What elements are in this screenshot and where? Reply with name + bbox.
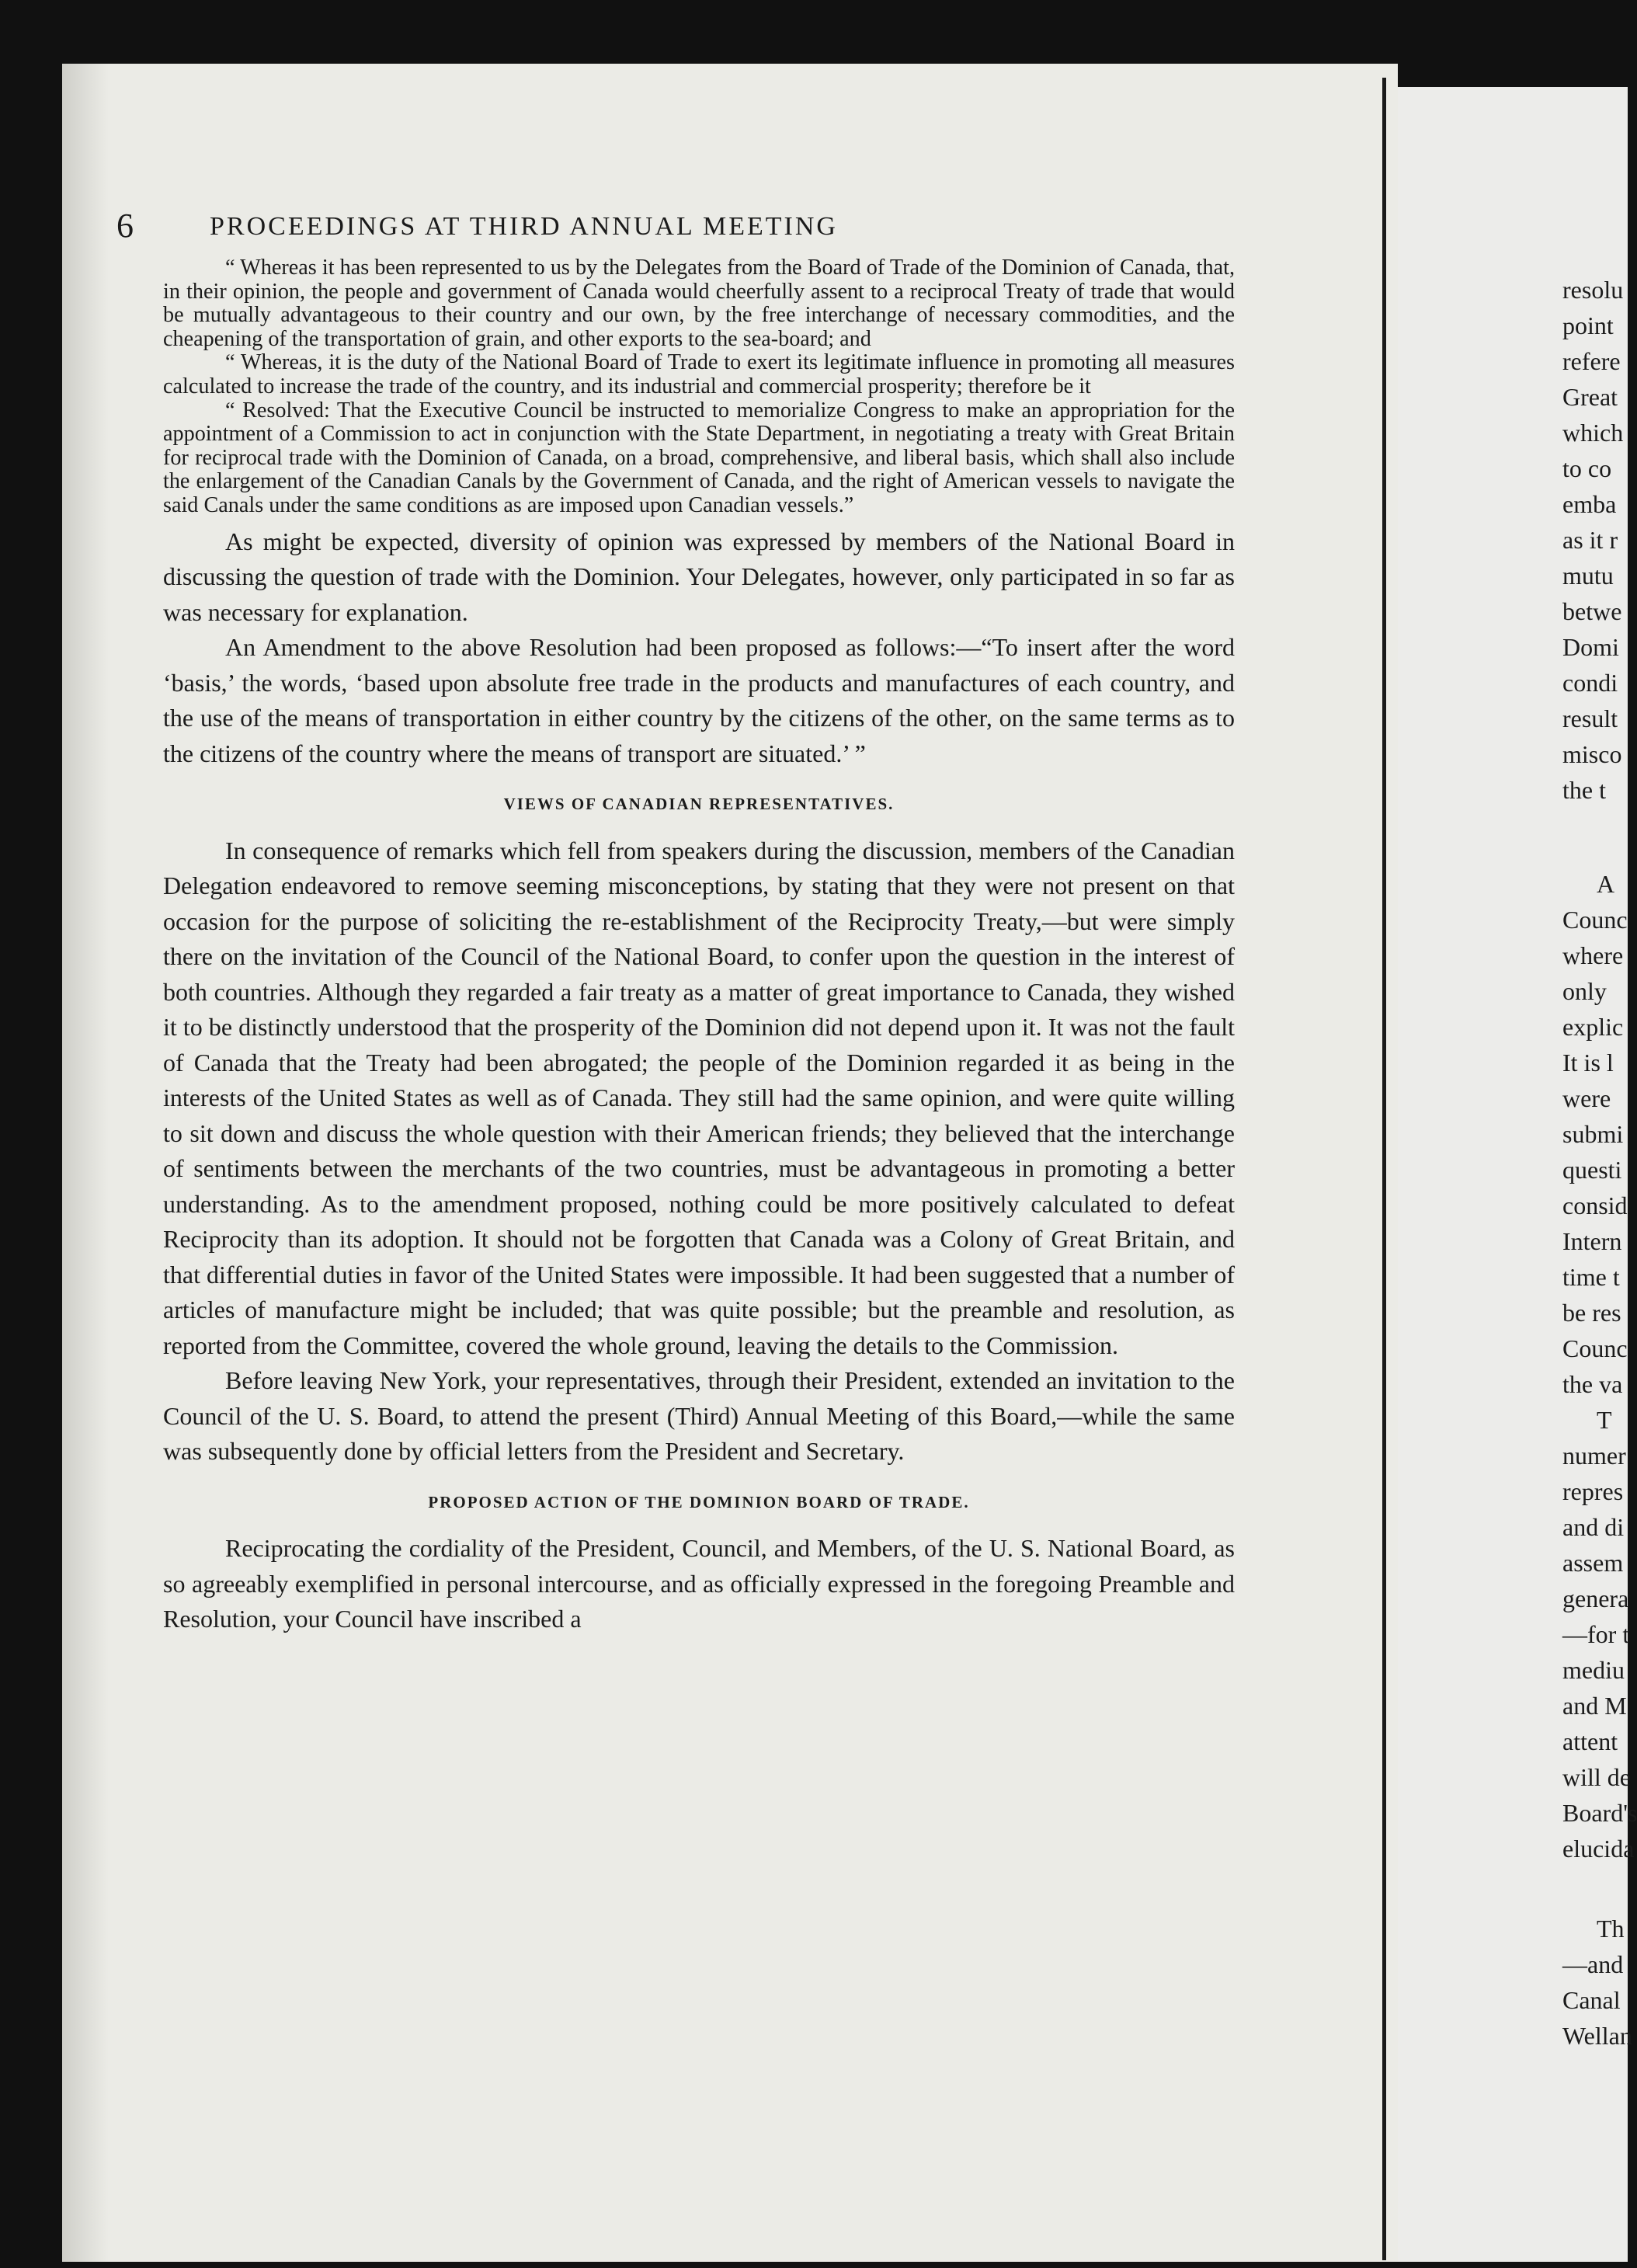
right-page-line: Canal bbox=[1562, 1986, 1621, 2014]
right-page-line: Board's bbox=[1562, 1799, 1637, 1827]
right-page-line: and di bbox=[1562, 1513, 1625, 1541]
whereas-paragraph-1: “ Whereas it has been represented to us by the Delegates from the Board of Trade of the Dominion of Canada, that, in their opinion, the people and government of Canada would cheerfully assent to a reciprocal Treaty of trade that would be mutually advantageous to their country and our own, by the free interchange of necessary commodities, and the cheapening of the transportation of grain, and other exports to the sea-board; and bbox=[163, 256, 1235, 351]
right-page-line: betwe bbox=[1562, 597, 1622, 625]
right-page-line: repres bbox=[1562, 1477, 1624, 1505]
right-page-line: —and bbox=[1562, 1950, 1624, 1978]
right-page-line: result bbox=[1562, 704, 1618, 732]
right-page-line: time t bbox=[1562, 1263, 1620, 1291]
running-head: PROCEEDINGS AT THIRD ANNUAL MEETING bbox=[210, 212, 838, 241]
right-page-line: mediu bbox=[1562, 1656, 1625, 1684]
right-page-line: which bbox=[1562, 419, 1624, 447]
right-page-line: be res bbox=[1562, 1299, 1621, 1327]
right-page-line: questi bbox=[1562, 1156, 1622, 1184]
right-page-line: A bbox=[1597, 870, 1615, 898]
right-page-line: Counc bbox=[1562, 1334, 1628, 1362]
right-page-line: It is l bbox=[1562, 1049, 1614, 1077]
paragraph-reciprocating: Reciprocating the cordiality of the President, Council, and Members, of the U. S. National Board, as so agreeably exemplified in personal intercourse, and as officially expressed in the foregoing Preamble and Resolution, your Council have inscribed a bbox=[163, 1534, 1235, 1633]
paragraph-invitation: Before leaving New York, your representatives, through their President, extended an invitation to the Council of the U. S. Board, to attend the present (Third) Annual Meeting of this Board,—while the same was subsequently done by official letters from the President and Secretary. bbox=[163, 1366, 1235, 1466]
paragraph-canadian-views: In consequence of remarks which fell from speakers during the discussion, members of the Canadian Delegation endeavored to remove seeming misconceptions, by stating that they were not present on that occasion for the purpose of soliciting the re-establishment of the Reciprocity Treaty,—but were simply there on the invitation of the Council of the National Board, to confer upon the question in the interest of both countries. Although they regarded a fair treaty as a matter of great importance to Canada, they wished it to be distinctly understood that the prosperity of the Dominion did not depend upon it. It was not the fault of Canada that the Treaty had been abrogated; the people of the Dominion regarded it as being in the interests of the United States as well as of Canada. They still had the same opinion, and were quite willing to sit down and discuss the whole question with their American friends; they believed that the interchange of sentiments between the merchants of the two countries, must be advantageous in promoting a better understanding. As to the amendment proposed, nothing could be more positively calculated to defeat Reciprocity than its adoption. It should not be forgotten that Canada was a Colony of Great Britain, and that differential duties in favor of the United States were impossible. It had been suggested that a number of articles of manufacture might be included; that was quite possible; but the preamble and resolution, as reported from the Committee, covered the whole ground, leaving the details to the Commission. bbox=[163, 836, 1235, 1359]
section-heading-proposed-action: PROPOSED ACTION OF THE DOMINION BOARD OF TRADE. bbox=[428, 1492, 970, 1511]
right-page-line: emba bbox=[1562, 490, 1617, 518]
right-page-line: Domi bbox=[1562, 633, 1619, 661]
right-page-line: Wellan bbox=[1562, 2022, 1632, 2050]
right-page-line: condi bbox=[1562, 669, 1618, 697]
right-page-line: Great bbox=[1562, 383, 1618, 411]
right-page-line: mutu bbox=[1562, 562, 1614, 590]
right-page-line: numer bbox=[1562, 1442, 1626, 1470]
right-page-line: where bbox=[1562, 941, 1624, 969]
right-page-line: to co bbox=[1562, 454, 1612, 482]
right-page-line: resolu bbox=[1562, 276, 1624, 304]
resolved-paragraph: “ Resolved: That the Executive Council be instructed to memorialize Congress to make an appropriation for the appointment of a Commission to act in conjunction with the State Department, in negotiating a treaty with Great Britain for reciprocal trade with the Dominion of Canada, on a broad, comprehensive, and liberal basis, which shall also include the enlargement of the Canadian Canals by the Government of Canada, and the right of American vessels to navigate the said Canals under the same conditions as are imposed upon Canadian vessels.” bbox=[163, 398, 1235, 517]
right-page-line: misco bbox=[1562, 740, 1622, 768]
right-page-line: elucida bbox=[1562, 1835, 1635, 1863]
right-page-line: will de bbox=[1562, 1763, 1631, 1791]
right-page-line: assem bbox=[1562, 1549, 1624, 1577]
right-page-line: the va bbox=[1562, 1370, 1623, 1398]
right-page-line: were bbox=[1562, 1084, 1611, 1112]
right-page-line: point bbox=[1562, 311, 1614, 339]
paragraph-amendment: An Amendment to the above Resolution had been proposed as follows:—“To insert after the word ‘basis,’ the words, ‘based upon absolute free trade in the products and manufactures of each country, and the use of the means of transportation in either country by the citizens of the other, on the same terms as to the citizens of the country where the means of transport are situated.’ ” bbox=[163, 633, 1235, 767]
right-page-line: refere bbox=[1562, 347, 1621, 375]
page-header bbox=[116, 206, 1235, 252]
right-page-line: explic bbox=[1562, 1013, 1624, 1041]
right-page-line: T bbox=[1597, 1406, 1612, 1434]
right-page-line: only bbox=[1562, 977, 1607, 1005]
right-page-line: submi bbox=[1562, 1120, 1624, 1148]
right-page-line: genera bbox=[1562, 1584, 1629, 1612]
section-heading-views: VIEWS OF CANADIAN REPRESENTATIVES. bbox=[503, 795, 895, 814]
right-page-line: attent bbox=[1562, 1727, 1618, 1755]
right-page-line: Th bbox=[1597, 1915, 1625, 1943]
page-number: 6 bbox=[116, 207, 134, 245]
right-page-line: Counc bbox=[1562, 906, 1628, 934]
page-body bbox=[163, 256, 1235, 1637]
right-page-line: the t bbox=[1562, 776, 1606, 804]
page-gutter bbox=[1382, 78, 1399, 2260]
right-page-line: —for t bbox=[1562, 1620, 1630, 1648]
paragraph-diversity-of-opinion: As might be expected, diversity of opinion was expressed by members of the National Board in discussing the question of trade with the Dominion. Your Delegates, however, only participated in so far as was necessary for explanation. bbox=[163, 527, 1235, 626]
main-text bbox=[163, 524, 1235, 1637]
right-page-line: as it r bbox=[1562, 526, 1618, 554]
right-page-line: and M bbox=[1562, 1692, 1627, 1720]
whereas-paragraph-2: “ Whereas, it is the duty of the National Board of Trade to exert its legitimate influence in promoting all measures calculated to increase the trade of the country, and its industrial and commercial prosperity; therefore be it bbox=[163, 350, 1235, 398]
right-page-line: consid bbox=[1562, 1191, 1628, 1219]
resolution-block bbox=[163, 256, 1235, 518]
right-page-line: Intern bbox=[1562, 1227, 1622, 1255]
